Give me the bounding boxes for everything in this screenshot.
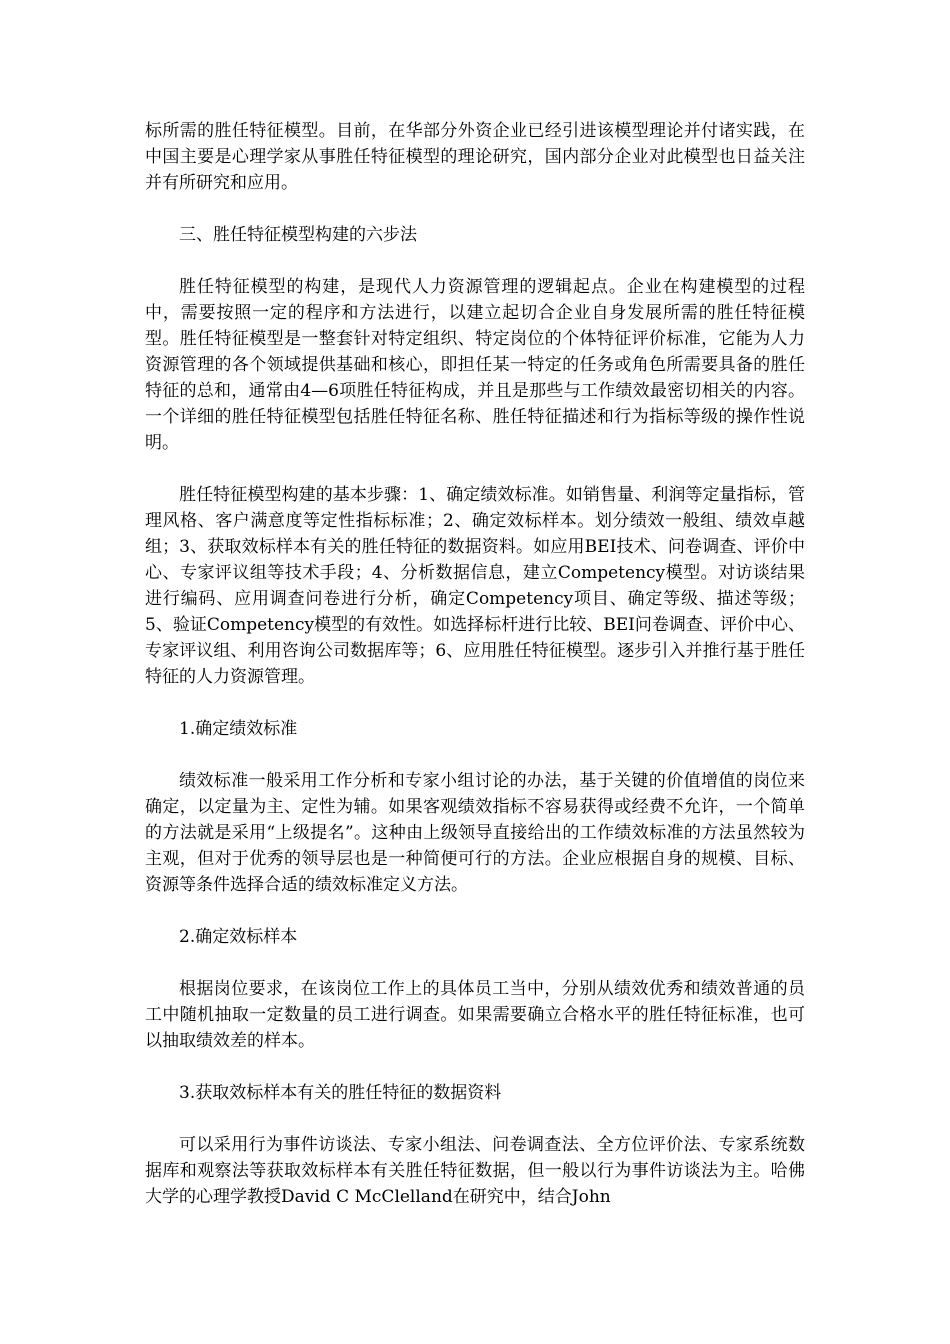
paragraph-model-construction: 胜任特征模型的构建，是现代人力资源管理的逻辑起点。企业在构建模型的过程中，需要按照一定的程序和方法进行，以建立起切合企业自身发展所需的胜任特征模型。胜任特征模型是一整套针对特定组织、特定岗位的个体特征评价标准，它能为人力资源管理的各个领域提供基础和核心，即担任某一特定的任务或角色所需要具备的胜任特征的总和，通常由4—6项胜任特征构成，并且是那些与工作绩效最密切相关的内容。一个详细的胜任特征模型包括胜任特征名称、胜任特征描述和行为指标等级的操作性说明。 [145, 277, 805, 453]
section-heading-six-steps: 三、胜任特征模型构建的六步法 [179, 225, 417, 245]
paragraph-data-collection: 可以采用行为事件访谈法、专家小组法、问卷调查法、全方位评价法、专家系统数据库和观察法等获取效标样本有关胜任特征数据，但一般以行为事件访谈法为主。哈佛大学的心理学教授David C McClelland在研究中，结合John [145, 1135, 805, 1207]
paragraph-performance-standard: 绩效标准一般采用工作分析和专家小组讨论的办法，基于关键的价值增值的岗位来确定，以定量为主、定性为辅。如果客观绩效指标不容易获得或经费不允许，一个简单的方法就是采用“上级提名”。这种由上级领导直接给出的工作绩效标准的方法虽然较为主观，但对于优秀的领导层也是一种简便可行的方法。企业应根据自身的规模、目标、资源等条件选择合适的绩效标准定义方法。 [145, 771, 805, 895]
document-page [145, 118, 805, 1236]
paragraph-basic-steps: 胜任特征模型构建的基本步骤：1、确定绩效标准。如销售量、利润等定量指标，管理风格、客户满意度等定性指标标准；2、确定效标样本。划分绩效一般组、绩效卓越组；3、获取效标样本有关的胜任特征的数据资料。如应用BEI技术、问卷调查、评价中心、专家评议组等技术手段；4、分析数据信息，建立Competency模型。对访谈结果进行编码、应用调查问卷进行分析，确定Competency项目、确定等级、描述等级；5、验证Competency模型的有效性。如选择标杆进行比较、BEI问卷调查、评价中心、专家评议组、利用咨询公司数据库等；6、应用胜任特征模型。逐步引入并推行基于胜任特征的人力资源管理。 [145, 485, 805, 687]
subheading-criterion-sample: 2.确定效标样本 [179, 927, 298, 947]
paragraph-criterion-sample: 根据岗位要求，在该岗位工作上的具体员工当中，分别从绩效优秀和绩效普通的员工中随机抽取一定数量的员工进行调查。如果需要确立合格水平的胜任特征标准，也可以抽取绩效差的样本。 [145, 979, 805, 1051]
subheading-performance-standard: 1.确定绩效标准 [179, 719, 298, 739]
paragraph-intro-continued: 标所需的胜任特征模型。目前，在华部分外资企业已经引进该模型理论并付诸实践，在中国主要是心理学家从事胜任特征模型的理论研究，国内部分企业对此模型也日益关注并有所研究和应用。 [145, 121, 805, 193]
subheading-data-collection: 3.获取效标样本有关的胜任特征的数据资料 [179, 1083, 502, 1103]
